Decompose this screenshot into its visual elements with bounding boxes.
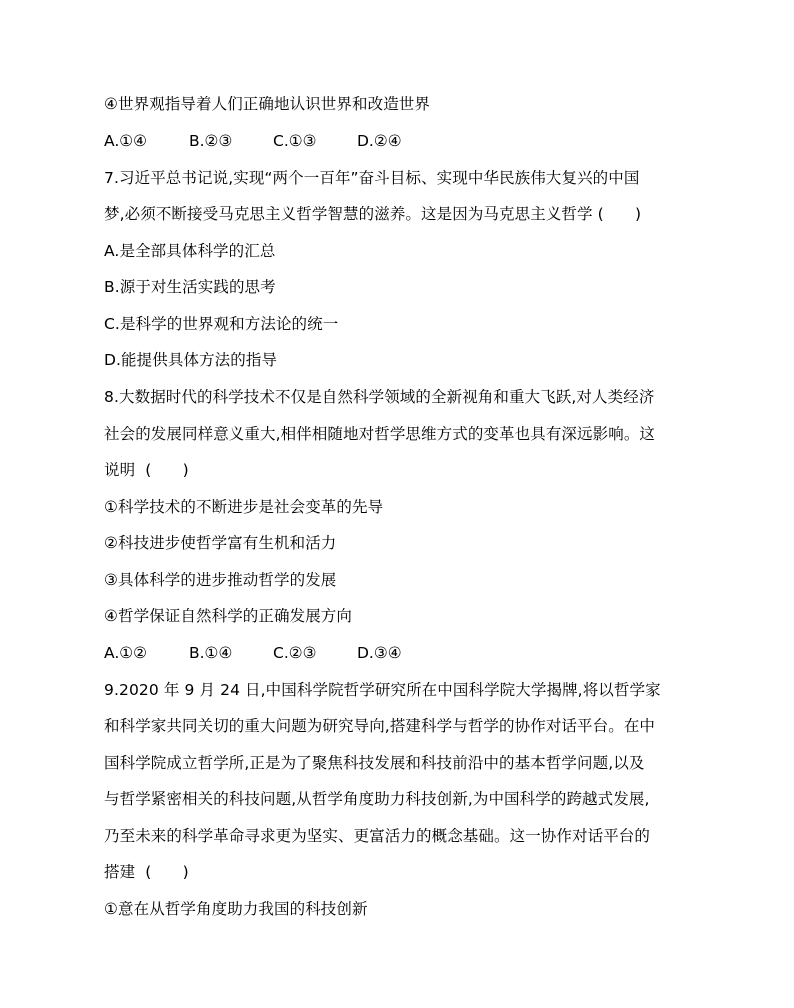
q8-statement-2: ②科技进步使哲学富有生机和活力 (104, 534, 337, 552)
q8-statement-4: ④哲学保证自然科学的正确发展方向 (104, 607, 352, 625)
q9-stem-line-4: 与哲学紧密相关的科技问题,从哲学角度助力科技创新,为中国科学的跨越式发展, (104, 790, 650, 808)
q8-stem-line-3: 说明 ( ) (104, 461, 189, 479)
q8-stem-line-2: 社会的发展同样意义重大,相伴相随地对哲学思维方式的变革也具有深远影响。这 (104, 425, 656, 443)
q8-option-b: B.①④ (189, 644, 233, 662)
q9-stem-line-6: 搭建 ( ) (104, 863, 189, 881)
q6-option-b: B.②③ (189, 132, 233, 150)
q6-option-a: A.①④ (104, 132, 148, 150)
q9-stem-line-5: 乃至未来的科学革命寻求更为坚实、更富活力的概念基础。这一协作对话平台的 (104, 827, 651, 845)
q9-stem-line-3: 国科学院成立哲学所,正是为了聚焦科技发展和科技前沿中的基本哲学问题,以及 (104, 754, 645, 772)
q9-stem-line-1: 9.2020 年 9 月 24 日,中国科学院哲学研究所在中国科学院大学揭牌,将以哲学家 (104, 681, 661, 699)
q7-choice-b: B.源于对生活实践的思考 (104, 278, 276, 296)
q7-stem-line-2: 梦,必须不断接受马克思主义哲学智慧的滋养。这是因为马克思主义哲学 ( ) (104, 205, 642, 223)
q6-option-c: C.①③ (273, 132, 317, 150)
q8-stem-line-1: 8.大数据时代的科学技术不仅是自然科学领域的全新视角和重大飞跃,对人类经济 (104, 388, 655, 406)
q9-stem-line-2: 和科学家共同关切的重大问题为研究导向,搭建科学与哲学的协作对话平台。在中 (104, 717, 656, 735)
q7-stem-line-1: 7.习近平总书记说,实现“两个一百年”奋斗目标、实现中华民族伟大复兴的中国 (104, 169, 640, 187)
q8-option-c: C.②③ (273, 644, 317, 662)
q7-choice-d: D.能提供具体方法的指导 (104, 351, 278, 369)
q6-statement-4: ④世界观指导着人们正确地认识世界和改造世界 (104, 95, 430, 113)
q7-choice-a: A.是全部具体科学的汇总 (104, 242, 276, 260)
q6-option-d: D.②④ (357, 132, 402, 150)
q7-choice-c: C.是科学的世界观和方法论的统一 (104, 315, 339, 333)
q8-option-d: D.③④ (357, 644, 402, 662)
q8-option-a: A.①② (104, 644, 148, 662)
q9-statement-1: ①意在从哲学角度助力我国的科技创新 (104, 900, 368, 918)
q8-statement-1: ①科学技术的不断进步是社会变革的先导 (104, 498, 384, 516)
q8-statement-3: ③具体科学的进步推动哲学的发展 (104, 571, 337, 589)
